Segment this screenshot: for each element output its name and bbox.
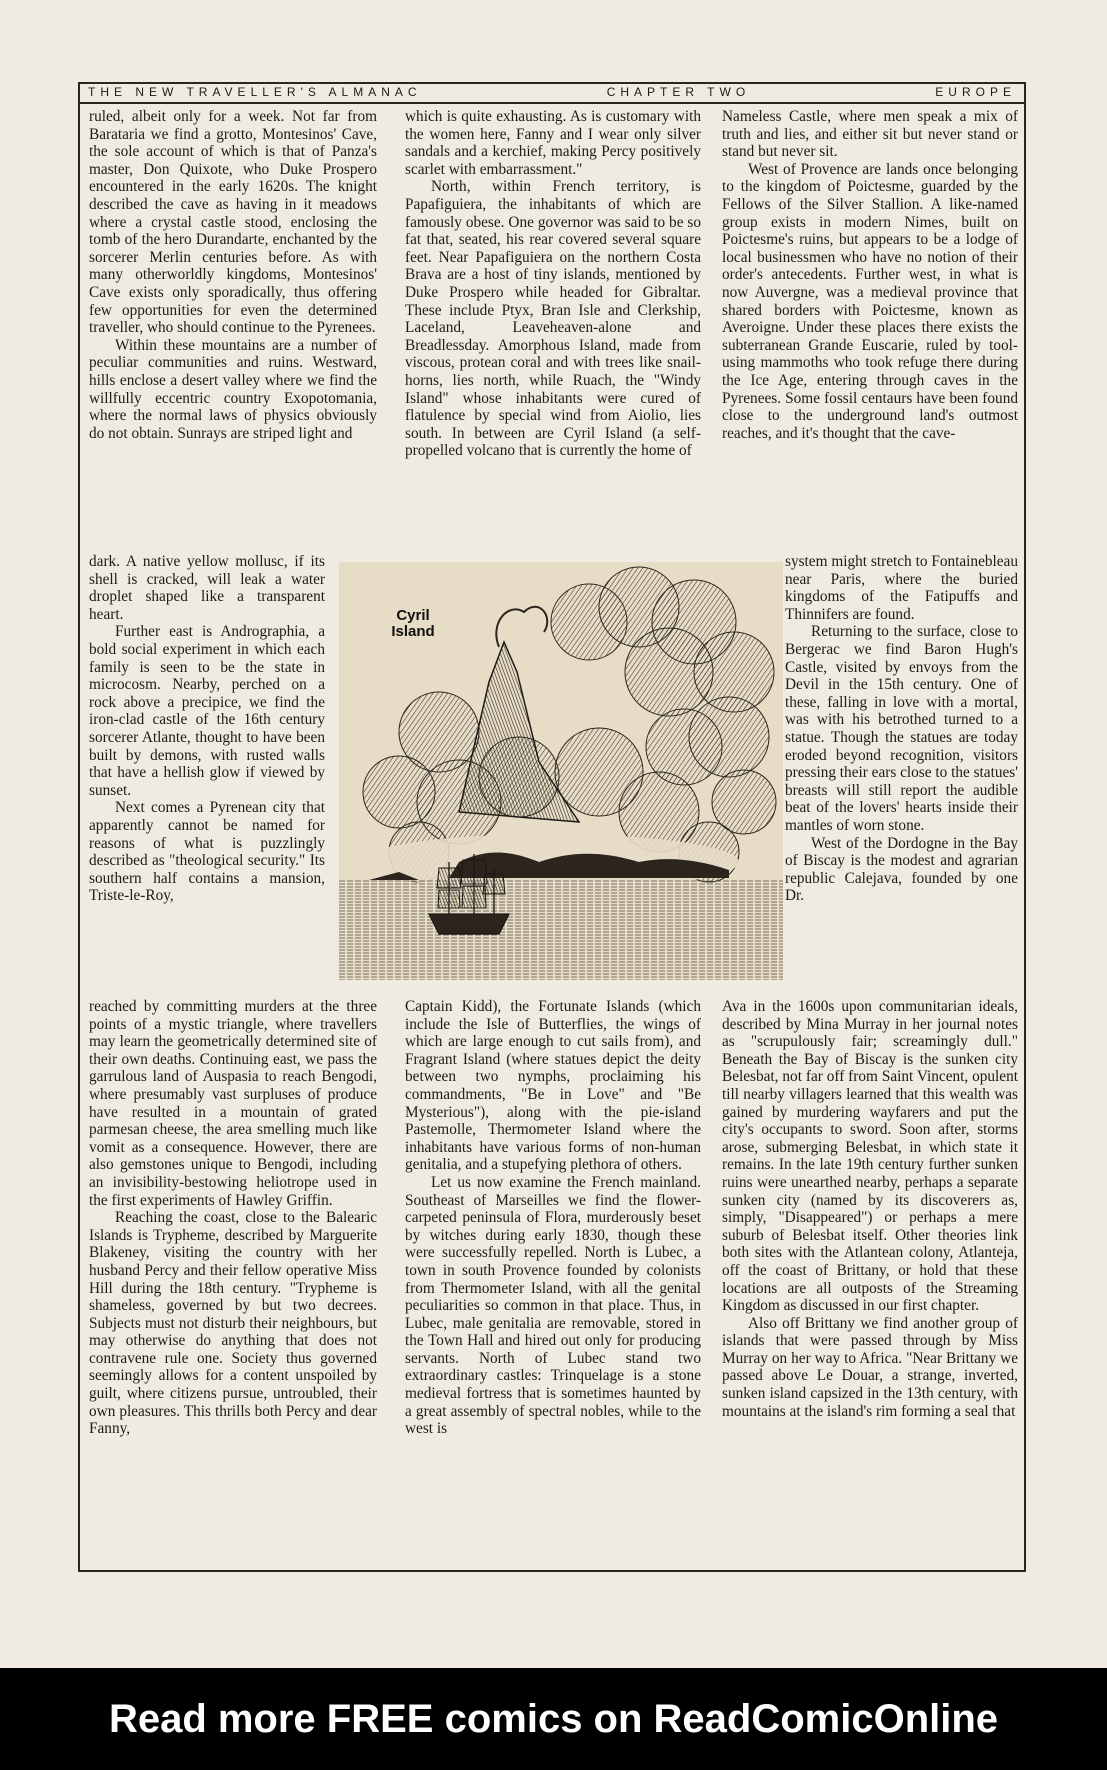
paragraph: dark. A native yellow mollusc, if its shell is cracked, will leak a water droplet shaped like a transparent heart. (89, 553, 325, 623)
paragraph: Let us now examine the French mainland. Southeast of Marseilles we find the flower-carpeted peninsula of Flora, murderously beset by witches during early 1830, though these were successfully repelled. North is Lubec, a town in south Provence founded by colonists from Thermometer Island, with all the genital peculiarities so common in that place. Thus, in Lubec, male genitalia are removable, stored in the Town Hall and hired out only for producing servants. North of Lubec stand two extraordinary castles: Trinquelage is a stone medieval fortress that is sometimes haunted by a great assembly of spectral nobles, while to the west is (405, 1173, 701, 1438)
column-2-bottom (405, 998, 701, 1438)
paragraph: West of the Dordogne in the Bay of Biscay is the modest and agrarian republic Calejava, founded by one Dr. (785, 834, 1018, 905)
column-2-top (405, 108, 701, 460)
promo-banner[interactable] (0, 1668, 1107, 1770)
column-1-bottom (89, 998, 377, 1438)
header-title: THE NEW TRAVELLER'S ALMANAC (88, 85, 422, 99)
header-chapter: CHAPTER TWO (606, 85, 751, 99)
column-1-top (89, 108, 377, 442)
illustration-caption: Cyril Island (391, 607, 435, 640)
paragraph: Also off Brittany we find another group of islands that were passed through by Miss Murray on her way to Africa. "Near Brittany we passed above Le Douar, a strange, inverted, sunken island capsized in the 13th century, with mountains at the island's rim forming a seal that (722, 1314, 1018, 1420)
running-header (78, 82, 1026, 104)
header-section: EUROPE (935, 85, 1016, 99)
paragraph: Returning to the surface, close to Bergerac we find Baron Hugh's Castle, visited by envoys from the Devil in the 15th century. One of these, falling in love with a mortal, was with his betrothed turned to a statue. Though the statues are today eroded beyond recognition, visitors pressing their ears close to the statues' breasts will still report the audible beat of the lovers' hearts inside their mantles of worn stone. (785, 623, 1018, 834)
promo-banner-text[interactable]: Read more FREE comics on ReadComicOnline (108, 1696, 999, 1741)
paragraph: Within these mountains are a number of peculiar communities and ruins. Westward, hills enclose a desert valley where we find the willfully eccentric country Exopotomania, where the normal laws of physics obviously do not obtain. Sunrays are striped light and (89, 336, 377, 442)
paragraph: Nameless Castle, where men speak a mix of truth and lies, and either sit but never stand or stand but never sit. (722, 108, 1018, 161)
paragraph: Ava in the 1600s upon communitarian ideals, described by Mina Murray in her journal notes as "scrupulously fair; screamingly dull." Beneath the Bay of Biscay is the sunken city Belesbat, not far off from Saint Vincent, opulent till nearby villagers learned that this wealth was gained by murdering wayfarers and put the city's occupants to sword. Soon after, storms arose, submerging Belesbat, in which state it remains. In the late 19th century further sunken ruins were unearthed nearby, perhaps a separate sunken city (named by its discoverers as, simply, "Disappeared") or perhaps a mere suburb of Belesbat itself. Other theories link both sites with the Atlantean colony, Atlanteja, off the coast of Brittany, or hold that these locations are all outposts of the Streaming Kingdom as discussed in our first chapter. (722, 998, 1018, 1315)
column-3-narrow (785, 553, 1018, 905)
paragraph: Captain Kidd), the Fortunate Islands (which include the Isle of Butterflies, the wings of which are large enough to cut sails from), and Fragrant Island (where statues depict the deity between two nymphs, proclaiming his commandments, "Be in Love" and "Be Mysterious"), along with the pie-island Pastemolle, Thermometer Island where the inhabitants have various forms of non-human genitalia, and a stupefying plethora of others. (405, 998, 701, 1174)
column-3-bottom (722, 998, 1018, 1420)
paragraph: Reaching the coast, close to the Balearic Islands is Trypheme, described by Marguerite Blakeney, visiting the country with her husband Percy and their fellow operative Miss Hill during the 18th century. "Trypheme is shameless, governed by but two decrees. Subjects must not disturb their neighbours, but may otherwise do anything that does not contravene rule one. Society thus governed seemingly allows for a content unspoiled by guilt, where citizens pursue, untroubled, their own pleasures. This thrills both Percy and dear Fanny, (89, 1209, 377, 1438)
paragraph: North, within French territory, is Papafiguiera, the inhabitants of which are famously obese. One governor was said to be so fat that, seated, his rear covered several square feet. Near Papafiguiera on the northern Costa Brava are a host of tiny islands, mentioned by Duke Prospero while headed for Gibraltar. These include Ptyx, Bran Isle and Clerkship, Laceland, Leaveheaven-alone and Breadlessday. Amorphous Island, made from viscous, protean coral and with trees like snail-horns, lies north, while Ruach, the "Windy Island" whose inhabitants were cured of flatulence by special wind from Aiolio, lies south. In between are Cyril Island (a self-propelled volcano that is currently the home of (405, 178, 701, 460)
paragraph: ruled, albeit only for a week. Not far from Barataria we find a grotto, Montesinos' Cave, the sole account of which is that of Panza's master, Don Quixote, who Duke Prospero encountered in the early 1620s. The knight described the cave as having in it meadows where a crystal castle stood, enclosing the tomb of the hero Durandarte, enchanted by the sorcerer Merlin centuries before. As with many otherworldly kingdoms, Montesinos' Cave exists only sporadically, thus offering few opportunities for even the determined traveller, who should continue to the Pyrenees. (89, 108, 377, 337)
paragraph: reached by committing murders at the three points of a mystic triangle, where travellers may learn the geometrically determined site of their own deaths. Continuing east, we pass the garrulous land of Auspasia to reach Bengodi, where presumably vast surpluses of produce have resulted in a mountain of grated parmesan cheese, the area smelling much like vomit as a consequence. However, there are also gemstones unique to Bengodi, including an invisibility-bestowing heliotrope used in the first experiments of Hawley Griffin. (89, 998, 377, 1209)
column-1-narrow (89, 553, 325, 905)
paragraph: which is quite exhausting. As is customary with the women here, Fanny and I wear only silver sandals and a kerchief, making Percy positively scarlet with embarrassment." (405, 108, 701, 178)
paragraph: Next comes a Pyrenean city that apparently cannot be named for reasons of what is puzzlingly described as "theological security." Its southern half contains a mansion, Triste-le-Roy, (89, 799, 325, 905)
cyril-island-illustration (339, 562, 783, 980)
paragraph: West of Provence are lands once belonging to the kingdom of Poictesme, guarded by the Fellows of the Silver Stallion. A like-named group exists in modern Nimes, built on Poictesme's ruins, but appears to be a lodge of local businessmen who have no notion of their order's antecedents. Further west, in what is now Auvergne, was a medieval province that shared borders with Poictesme, known as Averoigne. Under these places there exists the subterranean Grande Euscarie, ruled by tool-using mammoths who took refuge there during the Ice Age, entering through caves in the Pyrenees. Some fossil centaurs have been found close to the underground land's outmost reaches, and it's thought that the cave- (722, 160, 1018, 442)
column-3-top (722, 108, 1018, 442)
paragraph: system might stretch to Fontainebleau near Paris, where the buried kingdoms of the Fatipuffs and Thinnifers are found. (785, 553, 1018, 623)
paragraph: Further east is Andrographia, a bold social experiment in which each family is seen to be the state in microcosm. Nearby, perched on a rock above a precipice, we find the iron-clad castle of the 16th century sorcerer Atlante, thought to have been built by demons, with rusted walls that have a hellish glow if viewed by sunset. (89, 623, 325, 799)
